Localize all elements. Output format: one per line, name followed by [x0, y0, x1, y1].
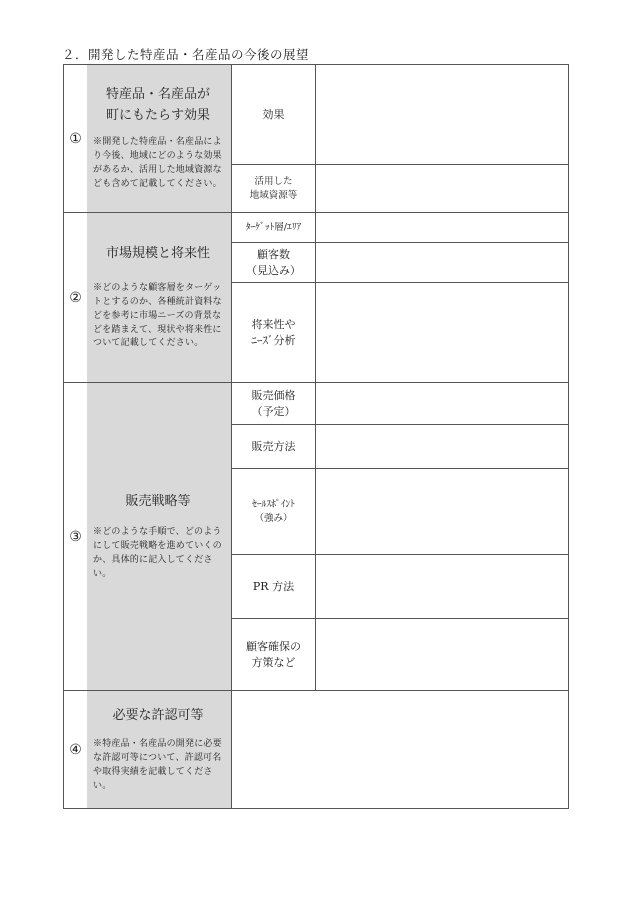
section-2-title: 市場規模と将来性	[105, 245, 210, 261]
section-1-row-effect	[64, 65, 569, 165]
section-3-note: ※どのような手順で、どのようにして販売戦略を進めていくのか、具体的に記入してください。	[93, 526, 222, 579]
section-3-input-pr[interactable]	[316, 555, 569, 619]
section-3-input-method[interactable]	[316, 425, 569, 469]
section-4-input-permits[interactable]	[232, 691, 569, 809]
section-3-label-selling-point: ｾｰﾙｽﾎﾟｲﾝﾄ （強み）	[232, 469, 316, 555]
section-heading: ２．開発した特産品・名産品の今後の展望	[62, 47, 310, 62]
section-1-topic	[87, 65, 232, 213]
section-2-topic	[87, 213, 232, 383]
section-1-label-resources: 活用した 地域資源等	[232, 165, 316, 213]
section-2-label-target: ﾀｰｹﾞｯﾄ層/ｴﾘｱ	[232, 213, 316, 243]
section-3-label-method: 販売方法	[232, 425, 316, 469]
section-1-number: ①	[64, 65, 88, 213]
section-4-note: ※特産品・名産品の開発に必要な許認可等について、許認可名や取得実績を記載してください。	[93, 738, 222, 791]
section-2-row-target	[64, 213, 569, 243]
section-1-input-effect[interactable]	[316, 65, 569, 165]
section-2-number: ②	[64, 213, 88, 383]
section-1-note: ※開発した特産品・名産品により今後、地域にどのような効果があるか、活用した地域資源なども含めて記載してください。	[93, 136, 222, 189]
section-3-label-price: 販売価格 （予定）	[232, 383, 316, 425]
outlook-form-table	[63, 64, 569, 809]
section-2-input-future[interactable]	[316, 283, 569, 383]
section-3-title: 販売戦略等	[125, 493, 191, 509]
section-4-row-permits	[64, 691, 569, 809]
section-3-input-price[interactable]	[316, 383, 569, 425]
section-2-input-target[interactable]	[316, 213, 569, 243]
section-2-label-customers: 顧客数 （見込み）	[232, 243, 316, 283]
section-4-topic	[87, 691, 232, 809]
section-3-label-customer-retention: 顧客確保の 方策など	[232, 619, 316, 691]
section-3-input-selling-point[interactable]	[316, 469, 569, 555]
section-1-title: 特産品・名産品が 町にもたらす効果	[105, 87, 210, 123]
section-1-input-resources[interactable]	[316, 165, 569, 213]
section-2-input-customers[interactable]	[316, 243, 569, 283]
section-4-number: ④	[64, 691, 88, 809]
section-3-row-price	[64, 383, 569, 425]
section-3-label-pr: PR 方法	[232, 555, 316, 619]
section-3-topic	[87, 383, 232, 691]
section-4-title: 必要な許認可等	[112, 707, 204, 723]
section-2-label-future: 将来性や ﾆｰｽﾞ分析	[232, 283, 316, 383]
section-2-note: ※どのような顧客層をターゲットとするのか、各種統計資料などを参考に市場ニーズの背景などを踏まえて、現状や将来性について記載してください。	[93, 282, 222, 349]
section-3-input-customer-retention[interactable]	[316, 619, 569, 691]
section-1-label-effect: 効果	[232, 65, 316, 165]
section-3-number: ③	[64, 383, 88, 691]
